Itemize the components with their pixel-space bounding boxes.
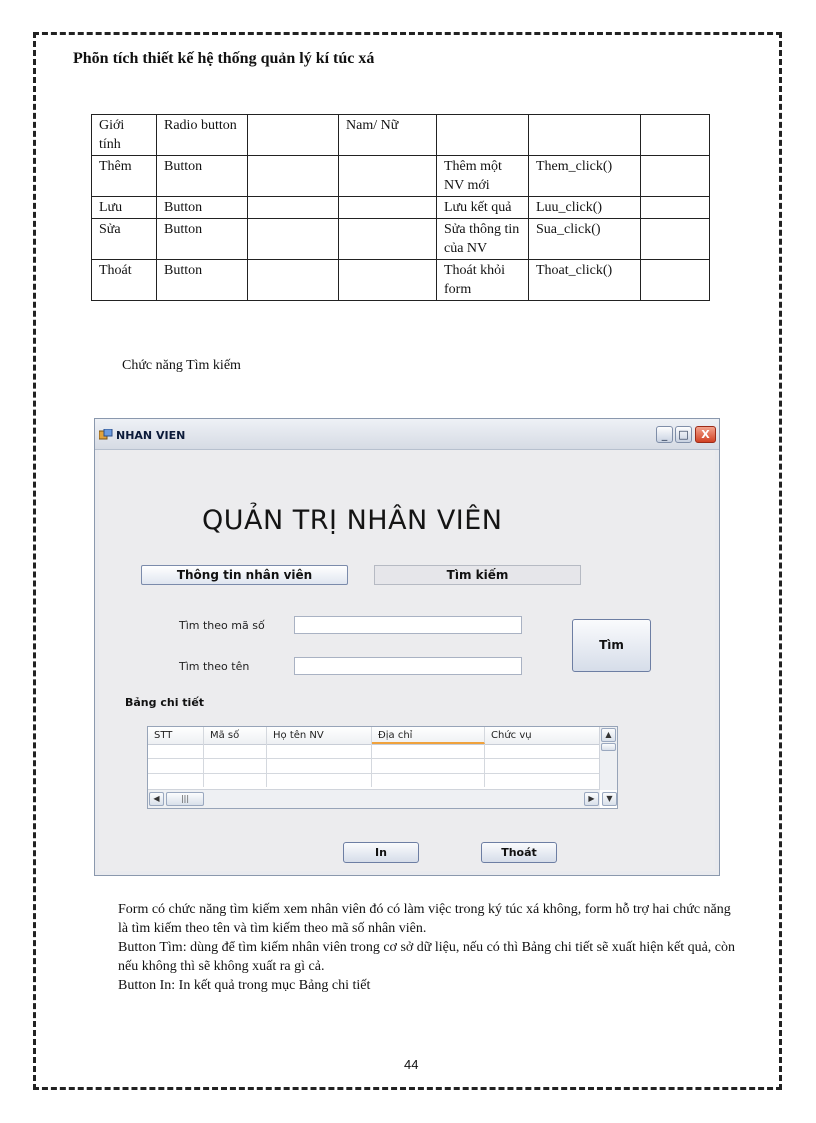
grid-divider <box>203 744 204 787</box>
nhan-vien-window <box>94 418 720 876</box>
grid-row[interactable] <box>148 744 600 759</box>
grid-divider <box>266 744 267 787</box>
grid-column-ho-ten[interactable]: Họ tên NV <box>267 727 372 744</box>
spec-table-cell: Lưu <box>92 197 157 219</box>
tab-search[interactable]: Tìm kiếm <box>374 565 581 585</box>
spec-table-cell <box>437 115 529 156</box>
spec-table-cell: Radio button <box>157 115 248 156</box>
page-number: 44 <box>404 1057 419 1072</box>
exit-button[interactable]: Thoát <box>481 842 557 863</box>
window-title: NHAN VIEN <box>116 429 186 442</box>
description-paragraphs <box>118 900 738 995</box>
window-titlebar[interactable] <box>95 419 719 450</box>
spec-table-row <box>92 260 710 301</box>
spec-table-cell <box>641 197 710 219</box>
spec-table-cell: Sửa <box>92 219 157 260</box>
spec-table-cell <box>641 156 710 197</box>
spec-table-cell <box>339 260 437 301</box>
grid-column-dia-chi[interactable]: Địa chỉ <box>372 727 485 744</box>
spec-table-cell: Button <box>157 219 248 260</box>
spec-table-cell: Them_click() <box>529 156 641 197</box>
spec-table-row <box>92 219 710 260</box>
spec-table-cell: Sua_click() <box>529 219 641 260</box>
minimize-button[interactable]: _ <box>656 426 673 443</box>
scroll-left-icon[interactable]: ◀ <box>149 792 164 806</box>
spec-table-cell <box>641 260 710 301</box>
spec-table-cell: Sửa thông tin của NV <box>437 219 529 260</box>
details-grid[interactable] <box>147 726 618 809</box>
spec-table-cell <box>248 115 339 156</box>
spec-table-row <box>92 197 710 219</box>
search-by-id-input[interactable] <box>294 616 522 634</box>
spec-table-cell <box>248 260 339 301</box>
grid-column-ma-so[interactable]: Mã số <box>204 727 267 744</box>
tab-employee-info[interactable]: Thông tin nhân viên <box>141 565 348 585</box>
paragraph-print-button: Button In: In kết quả trong mục Bảng chi tiết <box>118 978 371 993</box>
grid-title: Bảng chi tiết <box>125 696 205 709</box>
spec-table-cell: Thoat_click() <box>529 260 641 301</box>
spec-table-cell <box>339 219 437 260</box>
spec-table-cell: Giới tính <box>92 115 157 156</box>
grid-divider <box>484 744 485 787</box>
form-body <box>99 450 715 871</box>
scroll-thumb-horizontal[interactable]: ||| <box>166 792 204 806</box>
grid-column-stt[interactable]: STT <box>148 727 204 744</box>
print-button[interactable]: In <box>343 842 419 863</box>
spec-table-cell: Nam/ Nữ <box>339 115 437 156</box>
search-button[interactable]: Tìm <box>572 619 651 672</box>
search-by-id-label: Tìm theo mã số <box>179 619 265 632</box>
spec-table-cell: Button <box>157 260 248 301</box>
search-by-name-label: Tìm theo tên <box>179 660 250 673</box>
paragraph-search-button: Button Tìm: dùng để tìm kiếm nhân viên trong cơ sở dữ liệu, nếu có thì Bảng chi tiết sẽ xuất hiện kết quả, còn nếu không thì sẽ không xuất ra gì cả. <box>118 940 736 974</box>
spec-table-cell: Luu_click() <box>529 197 641 219</box>
search-by-name-input[interactable] <box>294 657 522 675</box>
spec-table-cell: Thoát <box>92 260 157 301</box>
form-heading: QUẢN TRỊ NHÂN VIÊN <box>202 505 503 536</box>
paragraph-overview: Form có chức năng tìm kiếm xem nhân viên đó có làm việc trong ký túc xá không, form hỗ trợ hai chức năng là tìm kiếm theo tên và tìm kiếm theo mã số nhân viên. <box>118 902 731 936</box>
spec-table-cell: Button <box>157 197 248 219</box>
spec-table-cell: Thêm một NV mới <box>437 156 529 197</box>
spec-table-cell <box>641 219 710 260</box>
spec-table-cell <box>339 156 437 197</box>
maximize-button[interactable]: □ <box>675 426 692 443</box>
grid-row[interactable] <box>148 759 600 774</box>
spec-table-cell <box>248 197 339 219</box>
grid-horizontal-scrollbar[interactable] <box>148 789 600 808</box>
scroll-thumb-vertical[interactable] <box>601 743 616 751</box>
close-button[interactable]: X <box>695 426 716 443</box>
control-spec-table <box>91 114 710 301</box>
app-icon <box>99 429 113 440</box>
scroll-right-icon[interactable]: ▶ <box>584 792 599 806</box>
spec-table-cell <box>641 115 710 156</box>
spec-table-cell <box>339 197 437 219</box>
spec-table-row <box>92 115 710 156</box>
spec-table-cell: Thoát khỏi form <box>437 260 529 301</box>
grid-vertical-scrollbar[interactable] <box>599 727 617 790</box>
grid-header <box>148 727 600 745</box>
spec-table-row <box>92 156 710 197</box>
spec-table-cell: Button <box>157 156 248 197</box>
grid-column-chuc-vu[interactable]: Chức vụ <box>485 727 600 744</box>
scroll-up-icon[interactable]: ▲ <box>601 728 616 742</box>
grid-row[interactable] <box>148 774 600 788</box>
grid-divider <box>371 744 372 787</box>
spec-table-cell <box>529 115 641 156</box>
document-title: Phõn tích thiết kế hệ thống quản lý kí túc xá <box>73 50 375 67</box>
spec-table-cell <box>248 156 339 197</box>
spec-table-cell <box>248 219 339 260</box>
spec-table-cell: Lưu kết quả <box>437 197 529 219</box>
section-label: Chức năng Tìm kiếm <box>122 358 241 373</box>
scroll-down-icon[interactable]: ▼ <box>602 792 617 806</box>
spec-table-cell: Thêm <box>92 156 157 197</box>
